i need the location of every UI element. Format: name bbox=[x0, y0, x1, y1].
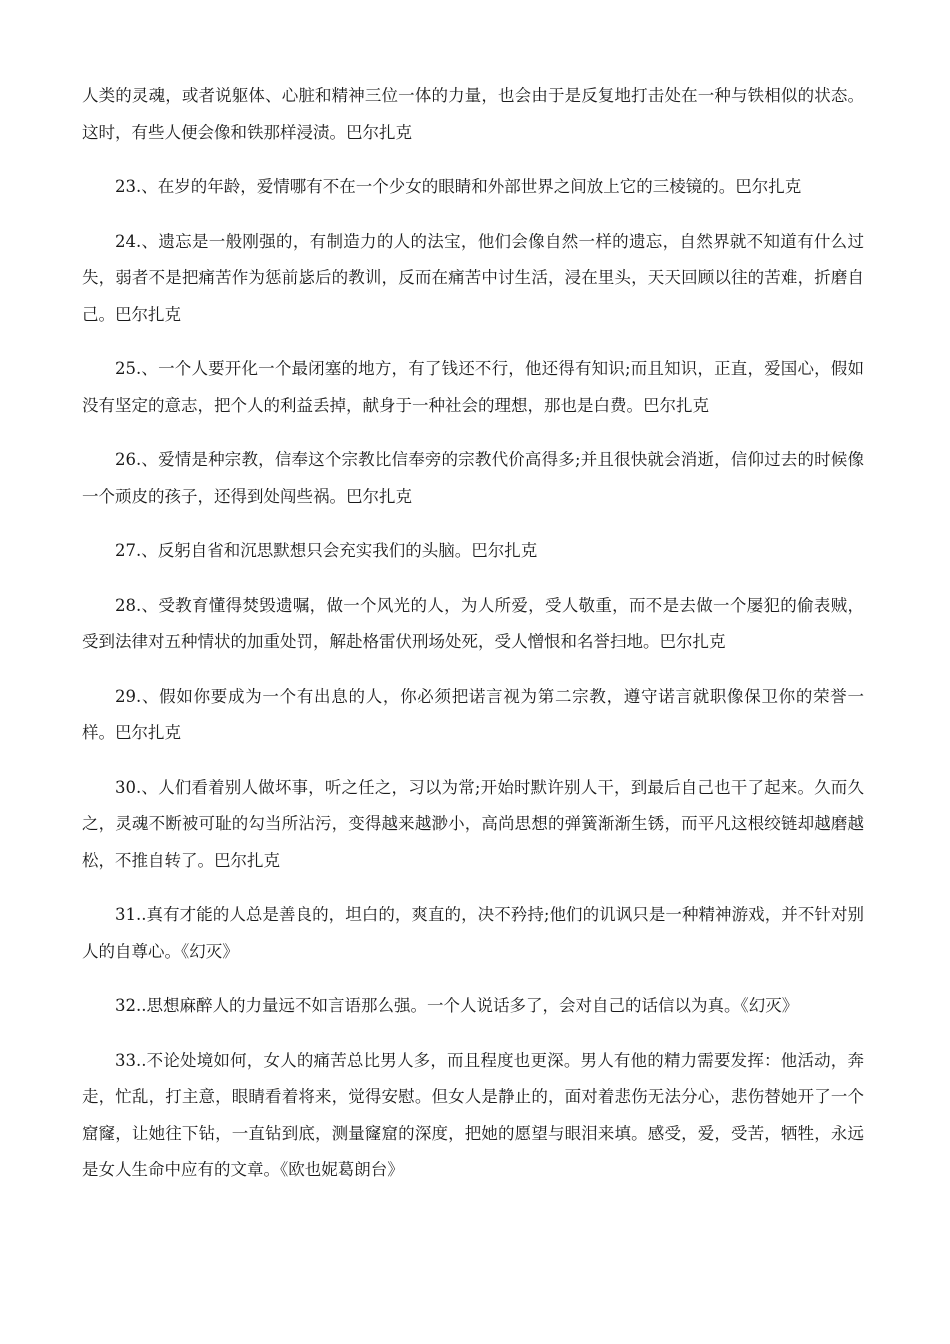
quote-24: 24.、遗忘是一般刚强的，有制造力的人的法宝，他们会像自然一样的遗忘，自然界就不知道有什么过失，弱者不是把痛苦作为惩前毖后的教训，反而在痛苦中讨生活，浸在里头，天天回顾以往的苦难，折磨自己。巴尔扎克 bbox=[82, 231, 864, 324]
paragraph-continuation: 人类的灵魂，或者说躯体、心脏和精神三位一体的力量，也会由于是反复地打击处在一种与铁相似的状态。这时，有些人便会像和铁那样浸渍。巴尔扎克 bbox=[82, 86, 864, 142]
quote-33: 33..不论处境如何，女人的痛苦总比男人多，而且程度也更深。男人有他的精力需要发挥：他活动，奔走，忙乱，打主意，眼睛看着将来，觉得安慰。但女人是静止的，面对着悲伤无法分心，悲伤替她开了一个窟窿，让她往下钻，一直钻到底，测量窿窟的深度，把她的愿望与眼泪来填。感受，爱，受苦，牺牲，永远是女人生命中应有的文章。《欧也妮葛朗台》 bbox=[82, 1050, 864, 1179]
quote-29: 29.、假如你要成为一个有出息的人，你必须把诺言视为第二宗教，遵守诺言就职像保卫你的荣誉一样。巴尔扎克 bbox=[82, 686, 864, 742]
quote-31: 31..真有才能的人总是善良的，坦白的，爽直的，决不矜持;他们的讥讽只是一种精神游戏，并不针对别人的自尊心。《幻灭》 bbox=[82, 905, 864, 961]
document-body bbox=[82, 78, 864, 1207]
quote-26: 26.、爱情是种宗教，信奉这个宗教比信奉旁的宗教代价高得多;并且很快就会消逝，信仰过去的时候像一个顽皮的孩子，还得到处闯些祸。巴尔扎克 bbox=[82, 450, 864, 506]
quote-32: 32..思想麻醉人的力量远不如言语那么强。一个人说话多了，会对自己的话信以为真。《幻灭》 bbox=[115, 996, 799, 1015]
quote-25: 25.、一个人要开化一个最闭塞的地方，有了钱还不行，他还得有知识;而且知识，正直，爱国心，假如没有坚定的意志，把个人的利益丢掉，献身于一种社会的理想，那也是白费。巴尔扎克 bbox=[82, 359, 864, 415]
quote-28: 28.、受教育懂得焚毁遗嘱，做一个风光的人，为人所爱，受人敬重，而不是去做一个屡犯的偷表贼，受到法律对五种情状的加重处罚，解赴格雷伏刑场处死，受人憎恨和名誉扫地。巴尔扎克 bbox=[82, 595, 864, 651]
quote-30: 30.、人们看着别人做坏事，听之任之，习以为常;开始时默许别人干，到最后自己也干了起来。久而久之，灵魂不断被可耻的勾当所沾污，变得越来越渺小，高尚思想的弹簧渐渐生锈，而平凡这根绞链却越磨越松，不推自转了。巴尔扎克 bbox=[82, 777, 864, 870]
quote-27: 27.、反躬自省和沉思默想只会充实我们的头脑。巴尔扎克 bbox=[115, 541, 538, 560]
quote-23: 23.、在岁的年龄，爱情哪有不在一个少女的眼睛和外部世界之间放上它的三棱镜的。巴尔扎克 bbox=[115, 177, 802, 196]
